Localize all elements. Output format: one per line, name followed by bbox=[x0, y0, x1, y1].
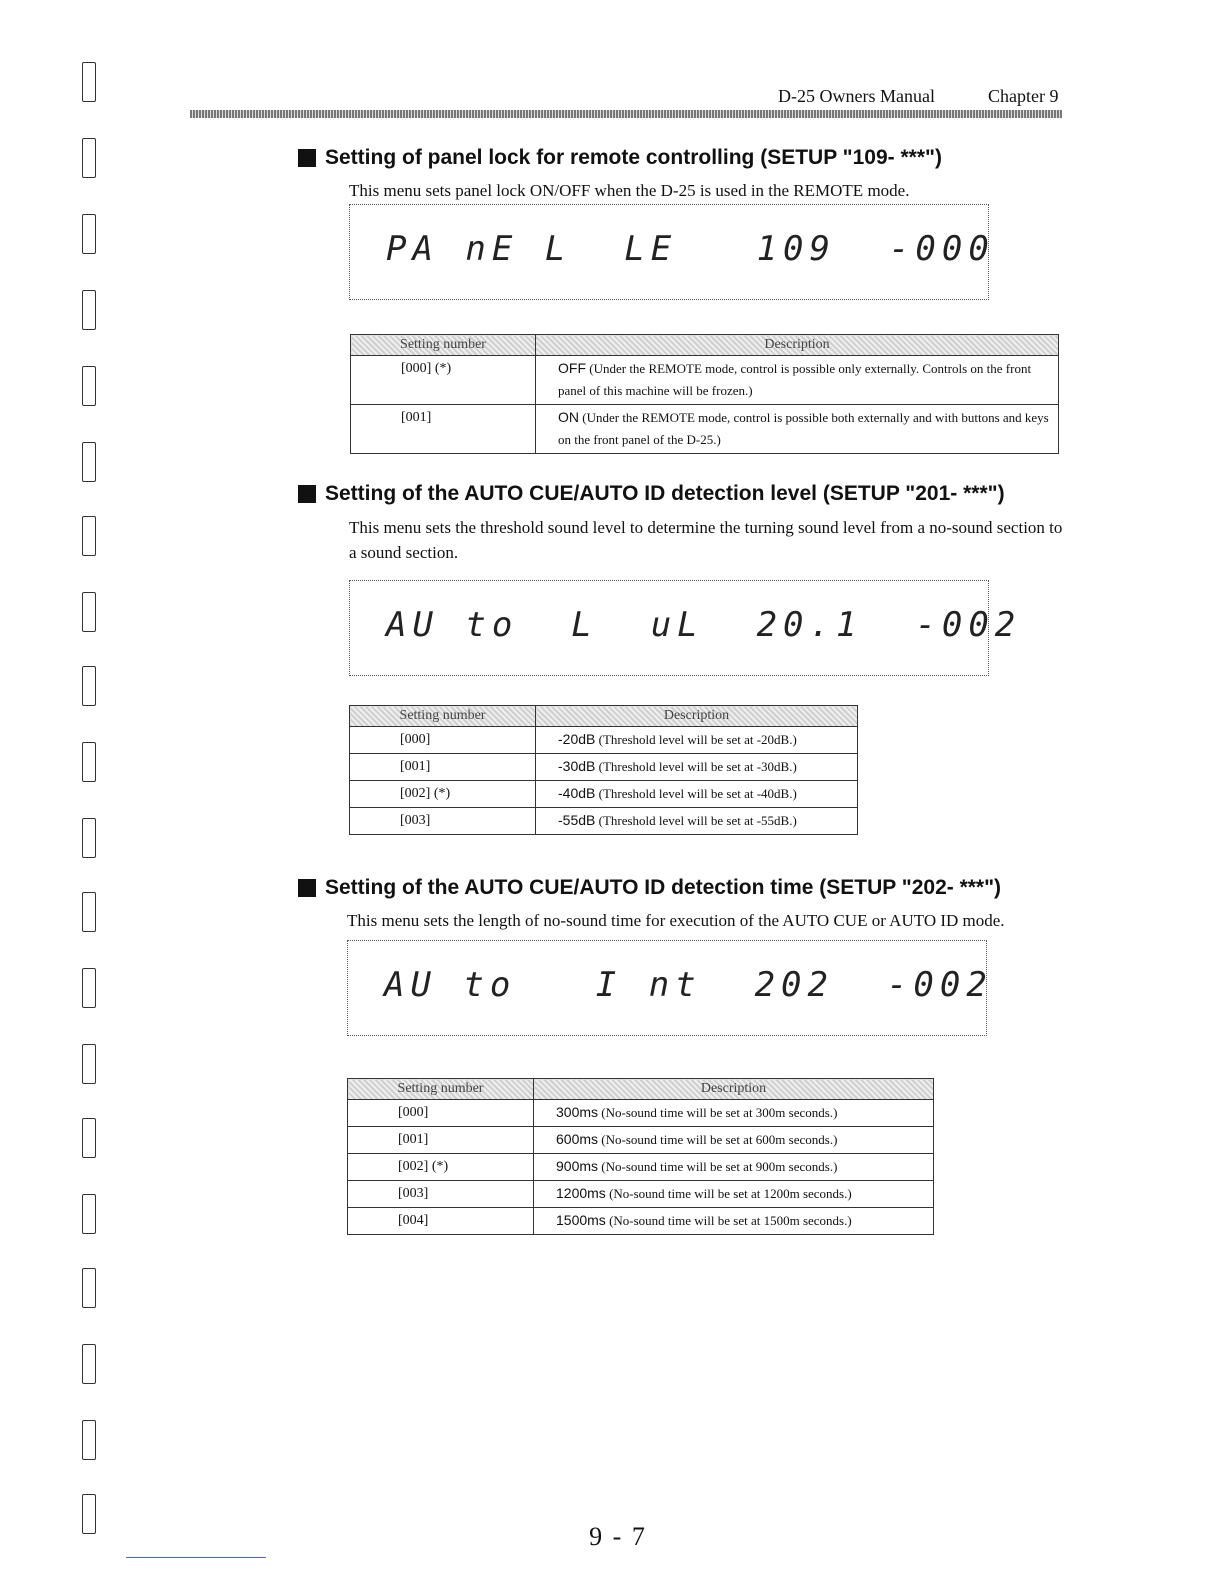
setting-number: [000] bbox=[348, 1100, 534, 1127]
binder-hole bbox=[82, 442, 96, 482]
section-body: This menu sets the threshold sound level to determine the turning sound level from a no-sound section to a sound section. bbox=[349, 518, 1063, 562]
binder-hole bbox=[82, 366, 96, 406]
lcd-readout: PA nE L LE 109 -000 bbox=[386, 229, 995, 269]
setting-description: -30dB (Threshold level will be set at -30dB.) bbox=[536, 754, 858, 781]
setting-number: [002] (*) bbox=[348, 1154, 534, 1181]
binder-hole bbox=[82, 62, 96, 102]
setting-number: [001] bbox=[348, 1127, 534, 1154]
setting-number: [002] (*) bbox=[350, 781, 536, 808]
manual-title: D-25 Owners Manual bbox=[778, 86, 935, 106]
table-row bbox=[348, 1181, 934, 1208]
binder-hole bbox=[82, 1044, 96, 1084]
binder-hole bbox=[82, 138, 96, 178]
setting-number: [001] bbox=[351, 405, 536, 454]
column-header: Description bbox=[534, 1079, 934, 1100]
page-number: 9 - 7 bbox=[589, 1522, 647, 1551]
settings-table bbox=[349, 705, 858, 835]
binder-hole bbox=[82, 892, 96, 932]
page-header bbox=[778, 86, 1059, 107]
setting-description: OFF (Under the REMOTE mode, control is possible only externally. Controls on the front panel of this machine will be frozen.) bbox=[536, 356, 1059, 405]
binder-hole bbox=[82, 666, 96, 706]
table-row bbox=[350, 727, 858, 754]
setting-number: [004] bbox=[348, 1208, 534, 1235]
setting-description: -20dB (Threshold level will be set at -20dB.) bbox=[536, 727, 858, 754]
setting-description: -40dB (Threshold level will be set at -40dB.) bbox=[536, 781, 858, 808]
binder-hole bbox=[82, 742, 96, 782]
table-row bbox=[351, 405, 1059, 454]
table-row bbox=[348, 1100, 934, 1127]
column-header: Setting number bbox=[350, 706, 536, 727]
setting-description: 600ms (No-sound time will be set at 600m seconds.) bbox=[534, 1127, 934, 1154]
setting-description: 300ms (No-sound time will be set at 300m seconds.) bbox=[534, 1100, 934, 1127]
column-header: Setting number bbox=[348, 1079, 534, 1100]
column-header: Description bbox=[536, 335, 1059, 356]
section-body: This menu sets panel lock ON/OFF when the D-25 is used in the REMOTE mode. bbox=[349, 181, 910, 200]
column-header: Description bbox=[536, 706, 858, 727]
setting-number: [001] bbox=[350, 754, 536, 781]
setting-description: 1200ms (No-sound time will be set at 1200m seconds.) bbox=[534, 1181, 934, 1208]
binder-hole bbox=[82, 592, 96, 632]
square-bullet-icon bbox=[298, 149, 316, 167]
binder-hole bbox=[82, 968, 96, 1008]
setting-description: 1500ms (No-sound time will be set at 1500m seconds.) bbox=[534, 1208, 934, 1235]
binder-hole bbox=[82, 1344, 96, 1384]
binder-hole bbox=[82, 290, 96, 330]
binder-hole bbox=[82, 818, 96, 858]
table-row bbox=[351, 356, 1059, 405]
column-header: Setting number bbox=[351, 335, 536, 356]
lcd-readout: AU to I nt 202 -002 bbox=[384, 965, 993, 1005]
lcd-readout: AU to L uL 20.1 -002 bbox=[386, 605, 1022, 645]
setting-description: 900ms (No-sound time will be set at 900m seconds.) bbox=[534, 1154, 934, 1181]
setting-description: -55dB (Threshold level will be set at -55dB.) bbox=[536, 808, 858, 835]
settings-table bbox=[350, 334, 1059, 454]
setting-description: ON (Under the REMOTE mode, control is possible both externally and with buttons and keys on the front panel of the D-25.) bbox=[536, 405, 1059, 454]
square-bullet-icon bbox=[298, 879, 316, 897]
binder-hole bbox=[82, 1268, 96, 1308]
table-row bbox=[350, 808, 858, 835]
table-row bbox=[348, 1208, 934, 1235]
table-row bbox=[350, 781, 858, 808]
setting-number: [000] (*) bbox=[351, 356, 536, 405]
binder-hole bbox=[82, 1118, 96, 1158]
binder-hole bbox=[82, 516, 96, 556]
setting-number: [000] bbox=[350, 727, 536, 754]
lcd-display bbox=[349, 580, 1022, 676]
footer-line bbox=[126, 1557, 266, 1558]
setting-number: [003] bbox=[350, 808, 536, 835]
lcd-display bbox=[349, 204, 995, 300]
setting-number: [003] bbox=[348, 1181, 534, 1208]
section-title: Setting of the AUTO CUE/AUTO ID detection level (SETUP "201- ***") bbox=[298, 482, 1005, 506]
section-title: Setting of the AUTO CUE/AUTO ID detection time (SETUP "202- ***") bbox=[298, 876, 1001, 900]
settings-table bbox=[347, 1078, 934, 1235]
table-row bbox=[348, 1127, 934, 1154]
binder-hole bbox=[82, 1194, 96, 1234]
section-title: Setting of panel lock for remote controlling (SETUP "109- ***") bbox=[298, 146, 942, 170]
table-row bbox=[348, 1154, 934, 1181]
binder-hole bbox=[82, 1420, 96, 1460]
table-row bbox=[350, 754, 858, 781]
chapter-label: Chapter 9 bbox=[988, 86, 1059, 106]
binder-hole bbox=[82, 214, 96, 254]
square-bullet-icon bbox=[298, 485, 316, 503]
lcd-display bbox=[347, 940, 993, 1036]
section-body: This menu sets the length of no-sound time for execution of the AUTO CUE or AUTO ID mode. bbox=[347, 911, 1005, 930]
header-rule bbox=[190, 110, 1062, 118]
